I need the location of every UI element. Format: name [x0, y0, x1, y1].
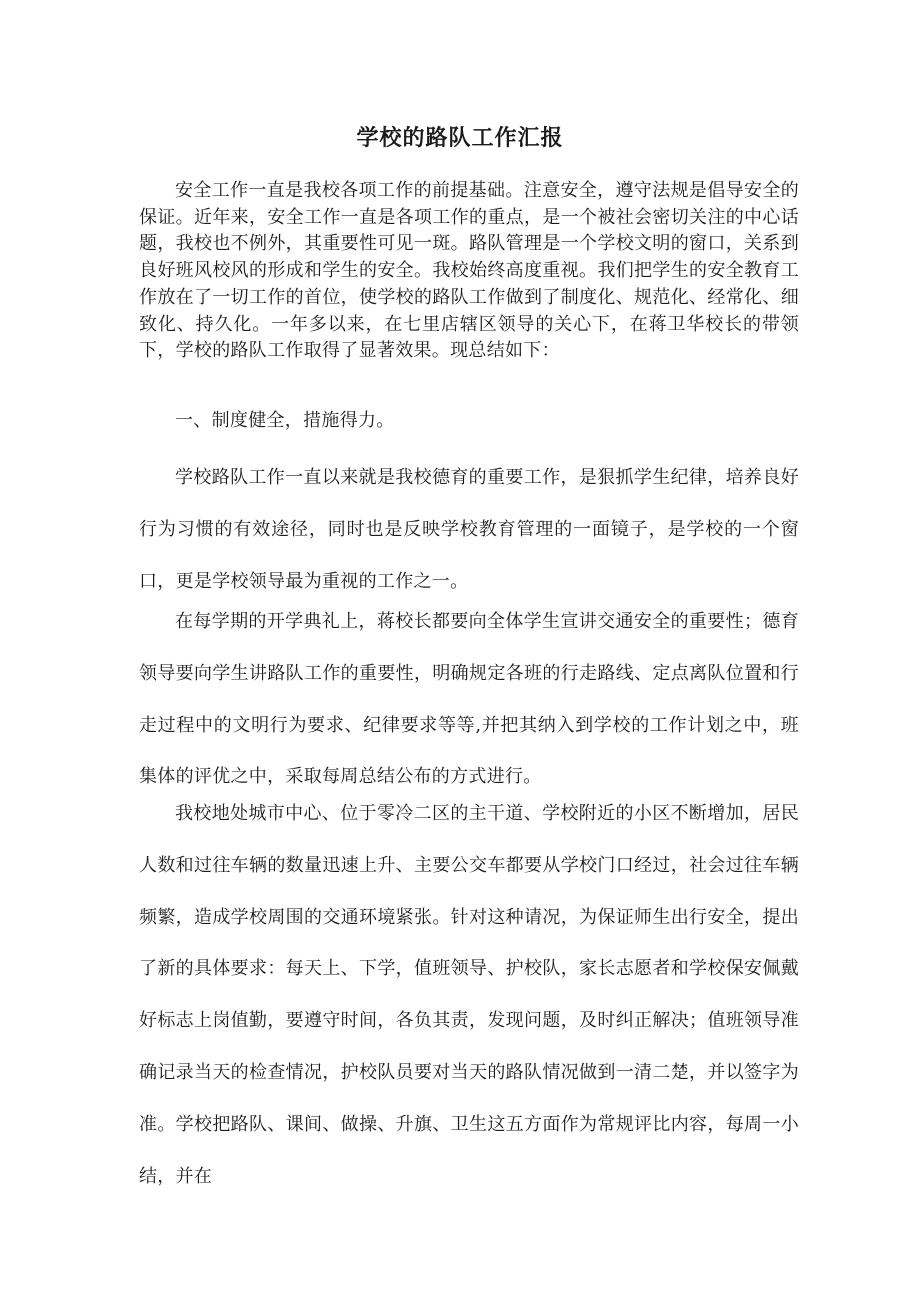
section-heading: 一、制度健全，措施得力。 [175, 410, 395, 431]
body-paragraph: 我校地处城市中心、位于零冷二区的主干道、学校附近的小区不断增加，居民人数和过往车辆的数量迅速上升、主要公交车都要从学校门口经过，社会过往车辆频繁，造成学校周围的交通环境紧张。针对这种请况，为保证师生出行安全，提出了新的具体要求：每天上、下学，值班领导、护校队，家长志愿者和学校保安佩戴好标志上岗值勤，要遵守时间，各负其责，发现问题，及时纠正解决；值班领导准确记录当天的检查情况，护校队员要对当天的路队情况做到一清二楚，并以签字为准。学校把路队、课间、做操、升旗、卫生这五方面作为常规评比内容，每周一小结，并在 [139, 803, 799, 1187]
body-paragraph: 在每学期的开学典礼上，蒋校长都要向全体学生宣讲交通安全的重要性；德育领导要向学生讲路队工作的重要性，明确规定各班的行走路线、定点离队位置和行走过程中的文明行为要求、纪律要求等等,并把其纳入到学校的工作计划之中，班集体的评优之中，采取每周总结公布的方式进行。 [139, 611, 799, 788]
intro-paragraph: 安全工作一直是我校各项工作的前提基础。注意安全，遵守法规是倡导安全的保证。近年来，安全工作一直是各项工作的重点，是一个被社会密切关注的中心话题，我校也不例外，其重要性可见一斑。路队管理是一个学校文明的窗口，关系到良好班风校风的形成和学生的安全。我校始终高度重视。我们把学生的安全教育工作放在了一切工作的首位，使学校的路队工作做到了制度化、规范化、经常化、细致化、持久化。一年多以来，在七里店辖区领导的关心下，在蒋卫华校长的带领下，学校的路队工作取得了显著效果。现总结如下： [139, 180, 799, 362]
body-paragraph: 学校路队工作一直以来就是我校德育的重要工作，是狠抓学生纪律，培养良好行为习惯的有效途径，同时也是反映学校教育管理的一面镜子，是学校的一个窗口，更是学校领导最为重视的工作之一。 [139, 467, 799, 592]
document-title: 学校的路队工作汇报 [356, 126, 564, 151]
